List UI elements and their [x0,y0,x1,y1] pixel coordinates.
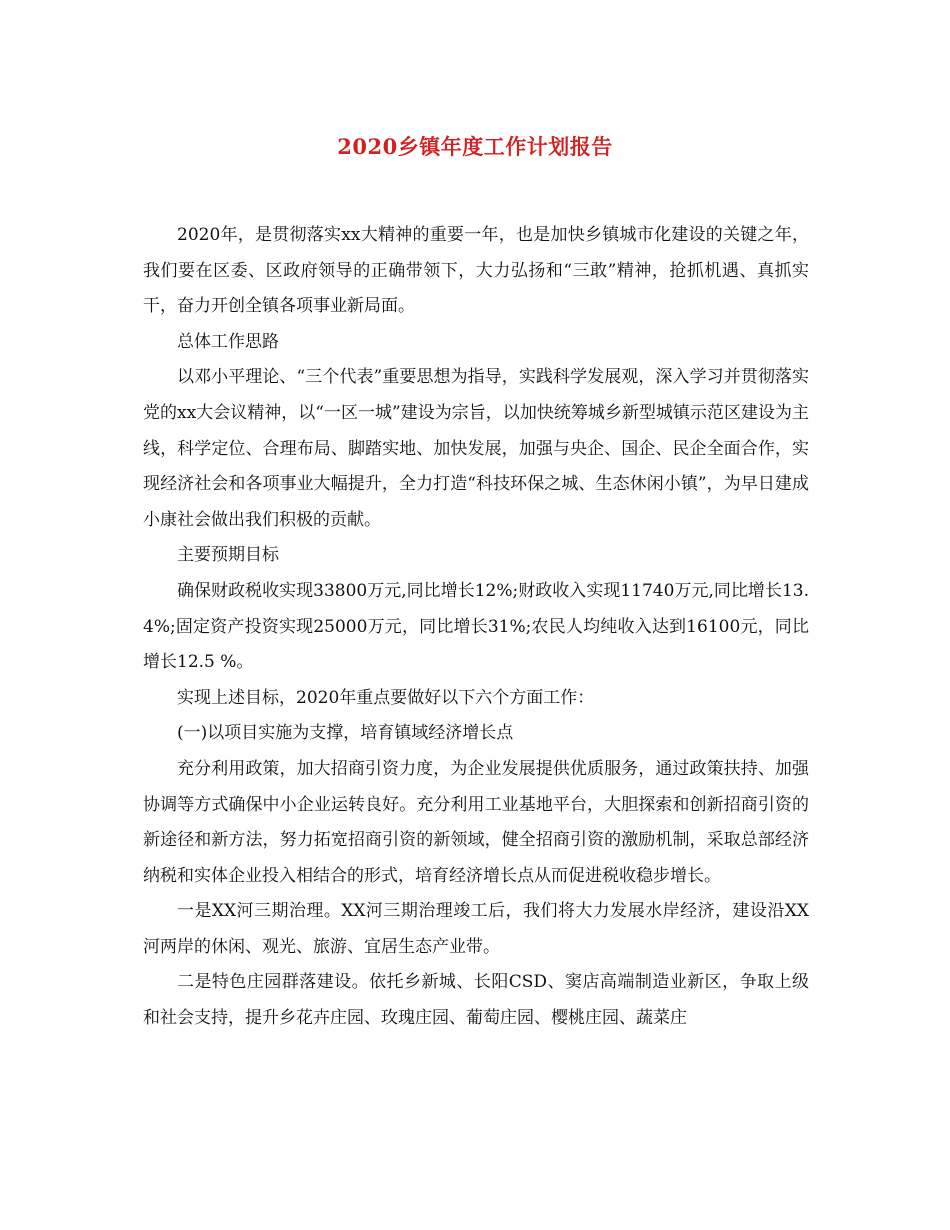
heading-overall-approach: 总体工作思路 [177,331,279,352]
paragraph-investment: 充分利用政策，加大招商引资力度，为企业发展提供优质服务，通过政策扶持、加强协调等方式确保中小企业运转良好。充分利用工业基地平台，大胆探索和创新招商引资的新途径和新方法，努力拓宽招商引资的新领域，健全招商引资的激励机制，采取总部经济纳税和实体企业投入相结合的形式，培育经济增长点从而促进税收稳步增长。 [143,758,809,886]
heading-section-one: (一)以项目实施为支撑，培育镇域经济增长点 [177,723,514,744]
paragraph-river-project: 一是XX河三期治理。XX河三期治理竣工后，我们将大力发展水岸经济，建设沿XX河两岸的休闲、观光、旅游、宜居生态产业带。 [143,901,809,957]
heading-main-targets: 主要预期目标 [177,545,279,566]
paragraph-guiding-thought: 以邓小平理论、“三个代表”重要思想为指导，实践科学发展观，深入学习并贯彻落实党的xx大会议精神，以“一区一城”建设为宗旨，以加快统筹城乡新型城镇示范区建设为主线，科学定位、合理布局、脚踏实地、加快发展，加强与央企、国企、民企全面合作，实现经济社会和各项事业大幅提升，全力打造“科技环保之城、生态休闲小镇”，为早日建成小康社会做出我们积极的贡献。 [143,367,809,530]
paragraph-six-tasks: 实现上述目标，2020年重点要做好以下六个方面工作： [177,687,595,708]
paragraph-targets: 确保财政税收实现33800万元,同比增长12%;财政收入实现11740万元,同比增长13.4%;固定资产投资实现25000万元，同比增长31%;农民人均纯收入达到16100元，同比增长12.5 %。 [143,580,809,673]
paragraph-estate-project: 二是特色庄园群落建设。依托乡新城、长阳CSD、窦店高端制造业新区，争取上级和社会支持，提升乡花卉庄园、玫瑰庄园、葡萄庄园、樱桃庄园、蔬菜庄 [143,972,809,1029]
document-title: 2020乡镇年度工作计划报告 [337,134,613,159]
document-body [143,218,809,1037]
paragraph-intro: 2020年，是贯彻落实xx大精神的重要一年，也是加快乡镇城市化建设的关键之年，我们要在区委、区政府领导的正确带领下，大力弘扬和“三敢”精神，抢抓机遇、真抓实干，奋力开创全镇各项事业新局面。 [143,225,809,317]
